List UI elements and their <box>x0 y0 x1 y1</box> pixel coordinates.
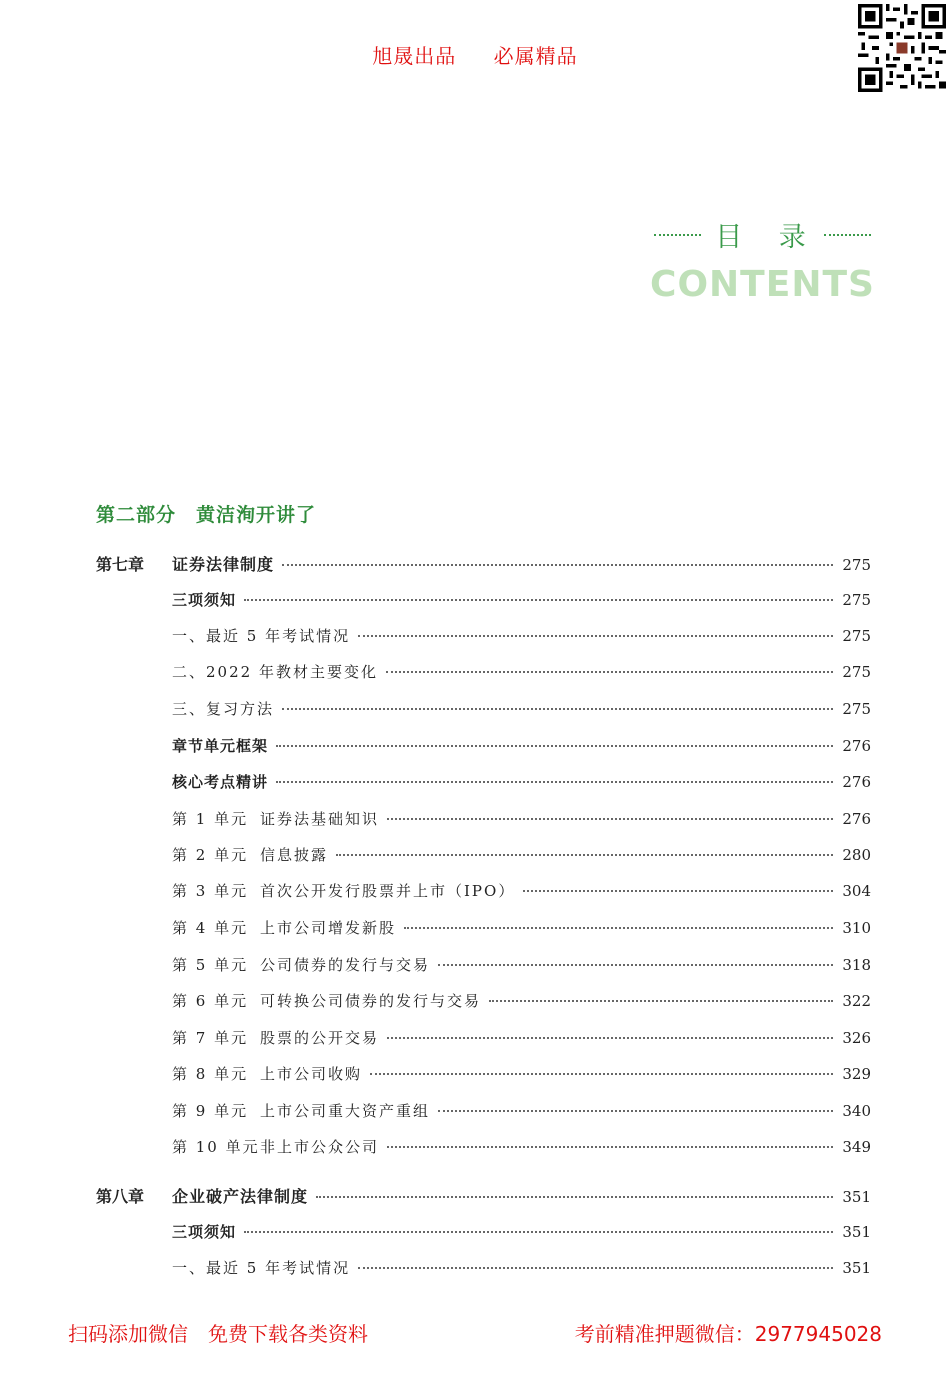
page-number: 280 <box>842 846 871 864</box>
chapter-label: 第八章 <box>96 1187 145 1206</box>
entry-title: 章节单元框架 <box>172 737 269 755</box>
page-number: 318 <box>842 956 871 974</box>
dot-leader <box>523 890 833 892</box>
toc-unit[interactable] <box>96 954 871 978</box>
entry-title: 一、最近 5 年考试情况 <box>172 627 351 645</box>
entry-title: 核心考点精讲 <box>172 773 269 791</box>
unit-label: 第 2 单元 <box>172 846 249 864</box>
unit-title: 首次公开发行股票并上市（IPO） <box>260 882 516 900</box>
unit-title: 上市公司收购 <box>260 1065 363 1083</box>
chapter-title: 证券法律制度 <box>172 555 275 574</box>
toc-entry[interactable] <box>96 735 871 759</box>
qr-code-icon[interactable] <box>858 4 946 92</box>
unit-label: 第 8 单元 <box>172 1065 249 1083</box>
dot-leader <box>386 671 833 673</box>
dot-leader <box>387 1037 833 1039</box>
page-number: 275 <box>842 591 871 609</box>
toc-unit[interactable] <box>96 990 871 1014</box>
unit-label: 第 5 单元 <box>172 956 249 974</box>
entry-title: 二、2022 年教材主要变化 <box>172 663 378 681</box>
toc-unit[interactable] <box>96 1136 871 1160</box>
toc-unit[interactable] <box>96 1100 871 1124</box>
dot-leader <box>438 1110 833 1112</box>
page-number: 326 <box>842 1029 871 1047</box>
toc-unit[interactable] <box>96 844 871 868</box>
dotted-rule <box>654 234 701 236</box>
toc-entry[interactable] <box>96 589 871 613</box>
part-title <box>96 500 316 527</box>
dot-leader <box>316 1196 833 1198</box>
dot-leader <box>358 1267 833 1269</box>
mulu-title: 目 录 <box>715 222 820 253</box>
toc-chapter-7[interactable] <box>96 552 871 576</box>
toc-entry[interactable] <box>96 1221 871 1245</box>
footer-download-text: 免费下载各类资料 <box>208 1322 368 1346</box>
dot-leader <box>404 927 833 929</box>
toc-chapter-8[interactable] <box>96 1184 871 1208</box>
dot-leader <box>387 1146 833 1148</box>
toc-entry[interactable] <box>96 1257 871 1281</box>
unit-title: 上市公司重大资产重组 <box>260 1102 431 1120</box>
page-number: 349 <box>842 1138 871 1156</box>
entry-title: 三项须知 <box>172 1223 237 1241</box>
unit-title: 非上市公众公司 <box>260 1138 380 1156</box>
toc-unit[interactable] <box>96 1063 871 1087</box>
dot-leader <box>489 1000 833 1002</box>
dot-leader <box>282 708 833 710</box>
dot-leader <box>282 564 833 566</box>
unit-label: 第 10 单元 <box>172 1138 260 1156</box>
dotted-rule <box>824 234 871 236</box>
page-number: 351 <box>842 1188 871 1206</box>
dot-leader <box>370 1073 833 1075</box>
toc-unit[interactable] <box>96 880 871 904</box>
footer-scan-text: 扫码添加微信 <box>68 1322 188 1346</box>
unit-label: 第 1 单元 <box>172 810 249 828</box>
unit-title: 信息披露 <box>260 846 329 864</box>
toc-entry[interactable] <box>96 661 871 685</box>
contents-title: CONTENTS <box>650 264 875 305</box>
part-number: 第二部分 <box>96 504 177 526</box>
page-number: 351 <box>842 1259 871 1277</box>
dot-leader <box>276 745 833 747</box>
page-number: 275 <box>842 627 871 645</box>
page-number: 275 <box>842 700 871 718</box>
page-number: 276 <box>842 737 871 755</box>
page-number: 340 <box>842 1102 871 1120</box>
unit-label: 第 4 单元 <box>172 919 249 937</box>
page-number: 310 <box>842 919 871 937</box>
page-number: 304 <box>842 882 871 900</box>
page-number: 329 <box>842 1065 871 1083</box>
unit-label: 第 6 单元 <box>172 992 249 1010</box>
dot-leader <box>276 781 833 783</box>
unit-title: 可转换公司债券的发行与交易 <box>260 992 482 1010</box>
unit-title: 公司债券的发行与交易 <box>260 956 431 974</box>
mulu-row <box>650 215 875 254</box>
part-name: 黄洁洵开讲了 <box>196 504 317 526</box>
entry-title: 一、最近 5 年考试情况 <box>172 1259 351 1277</box>
page-number: 276 <box>842 810 871 828</box>
chapter-title: 企业破产法律制度 <box>172 1187 309 1206</box>
banner-left-text: 旭晟出品 <box>372 44 457 68</box>
unit-title: 证券法基础知识 <box>260 810 380 828</box>
top-banner <box>0 40 950 69</box>
dot-leader <box>244 1231 833 1233</box>
banner-right-text: 必属精品 <box>493 44 578 68</box>
page-number: 275 <box>842 663 871 681</box>
page-number: 275 <box>842 556 871 574</box>
unit-label: 第 7 单元 <box>172 1029 249 1047</box>
toc-entry[interactable] <box>96 625 871 649</box>
unit-label: 第 9 单元 <box>172 1102 249 1120</box>
toc-entry[interactable] <box>96 698 871 722</box>
chapter-label: 第七章 <box>96 555 145 574</box>
page-number: 276 <box>842 773 871 791</box>
unit-title: 上市公司增发新股 <box>260 919 397 937</box>
dot-leader <box>244 599 833 601</box>
footer-left <box>68 1318 368 1347</box>
dot-leader <box>438 964 833 966</box>
contents-heading <box>650 215 875 305</box>
toc-unit[interactable] <box>96 1027 871 1051</box>
dot-leader <box>336 854 833 856</box>
page-number: 322 <box>842 992 871 1010</box>
toc-entry[interactable] <box>96 771 871 795</box>
toc-unit[interactable] <box>96 808 871 832</box>
page-number: 351 <box>842 1223 871 1241</box>
toc-unit[interactable] <box>96 917 871 941</box>
unit-label: 第 3 单元 <box>172 882 249 900</box>
footer-right-text: 考前精准押题微信：2977945028 <box>574 1322 882 1346</box>
entry-title: 三、复习方法 <box>172 700 275 718</box>
dot-leader <box>358 635 833 637</box>
unit-title: 股票的公开交易 <box>260 1029 380 1047</box>
entry-title: 三项须知 <box>172 591 237 609</box>
dot-leader <box>387 818 833 820</box>
